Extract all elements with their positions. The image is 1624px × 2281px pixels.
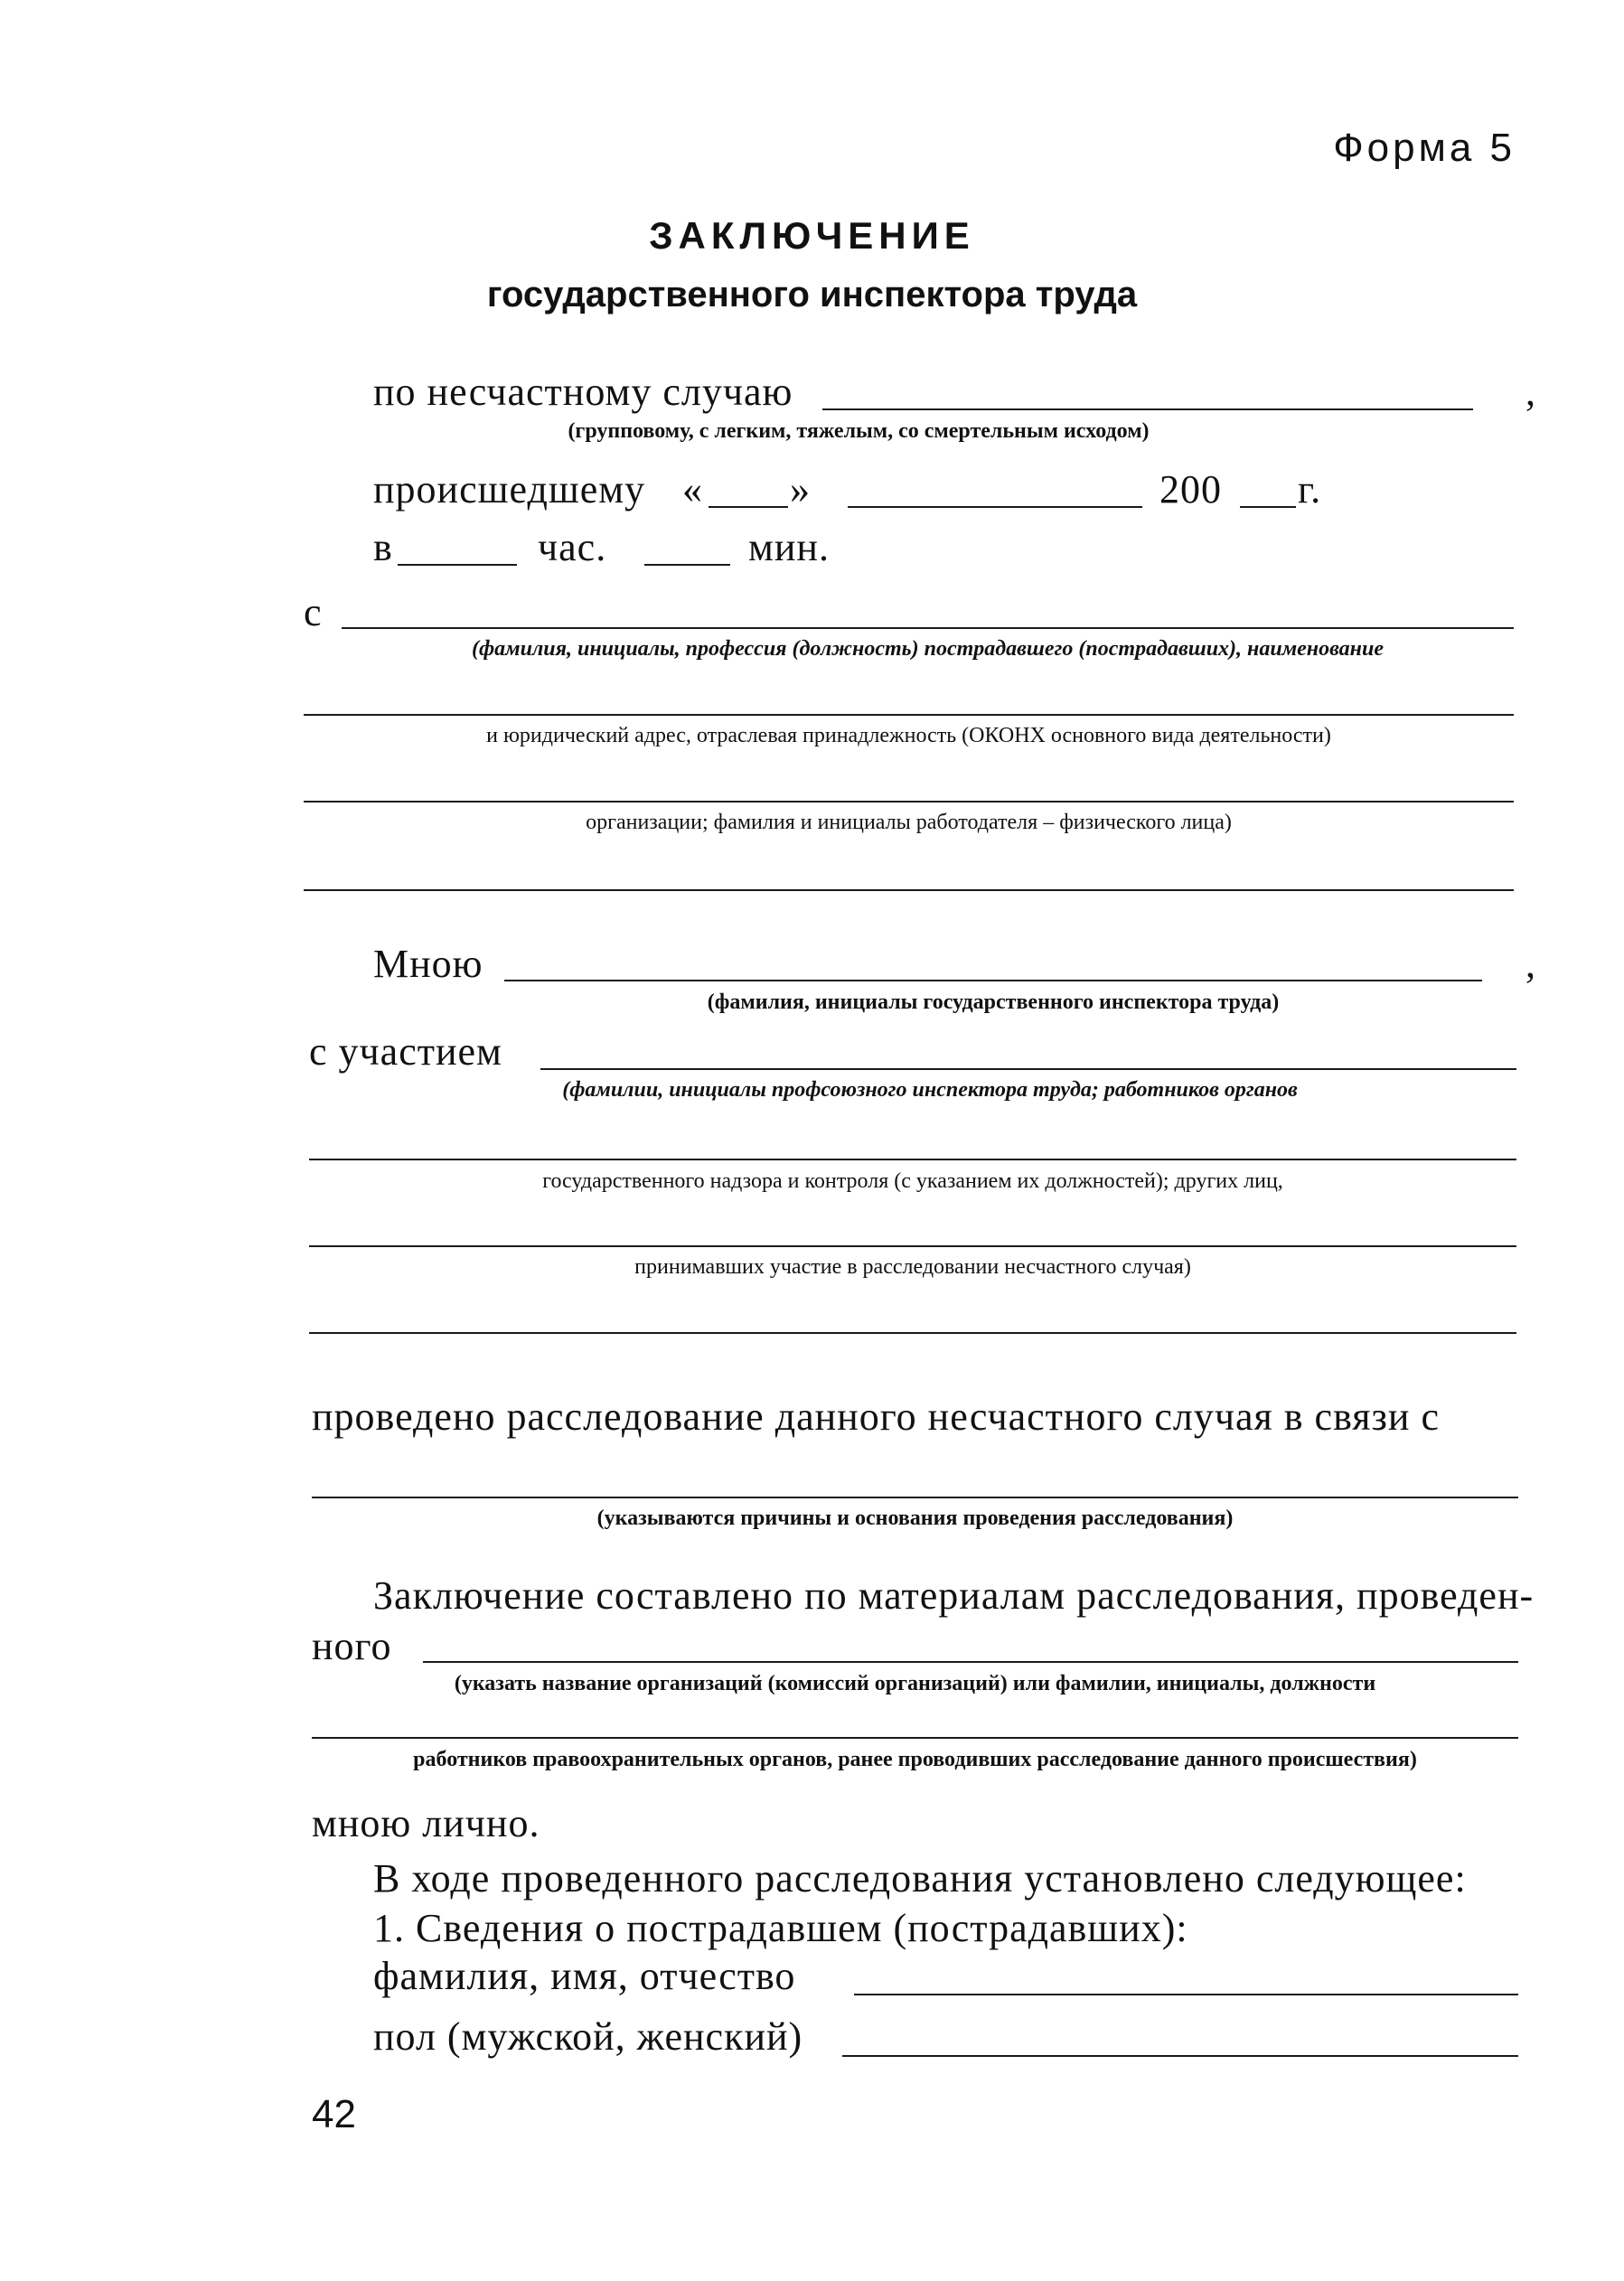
participants-field-2[interactable] [309, 1159, 1516, 1160]
date-label: происшедшему [373, 467, 646, 512]
victim-field-4[interactable] [304, 889, 1514, 891]
participants-caption-3: принимавших участие в расследовании несчастного случая) [634, 1255, 1191, 1279]
investigation-field[interactable] [312, 1497, 1518, 1498]
victim-field-1[interactable] [342, 627, 1514, 629]
open-quote: « [682, 467, 703, 512]
conclusion-field-1[interactable] [423, 1661, 1518, 1663]
victim-caption-3: организации; фамилия и инициалы работодателя – физического лица) [586, 811, 1232, 834]
victim-caption-2: и юридический адрес, отраслевая принадлежность (ОКОНХ основного вида деятельности) [486, 724, 1331, 747]
inspector-label: Мною [373, 942, 483, 986]
victim-caption-1: (фамилия, инициалы, профессия (должность) пострадавшего (пострадавших), наименование [471, 637, 1385, 661]
document-title: ЗАКЛЮЧЕНИЕ [649, 214, 975, 257]
personally-text: мною лично. [312, 1801, 540, 1845]
conclusion-text-2: ного [312, 1624, 392, 1668]
year-suffix: г. [1298, 467, 1322, 512]
investigation-caption: (указываются причины и основания проведения расследования) [596, 1507, 1234, 1530]
form-label: Форма 5 [1333, 126, 1516, 170]
hours-field[interactable] [398, 564, 517, 566]
minutes-label: мин. [748, 525, 830, 569]
document-subtitle: государственного инспектора труда [486, 275, 1138, 314]
conclusion-text-1: Заключение составлено по материалам расследования, проведен- [373, 1573, 1535, 1618]
inspector-field[interactable] [504, 980, 1482, 981]
participants-field-4[interactable] [309, 1332, 1516, 1334]
full-name-label: фамилия, имя, отчество [373, 1954, 796, 1998]
accident-label: по несчастному случаю [373, 370, 793, 414]
close-quote: » [790, 467, 811, 512]
conclusion-caption-2: работников правоохранительных органов, ранее проводивших расследование данного происшествия) [413, 1748, 1417, 1771]
victim-field-3[interactable] [304, 801, 1514, 803]
page-number: 42 [312, 2092, 356, 2136]
month-field[interactable] [848, 506, 1142, 508]
conclusion-field-2[interactable] [312, 1737, 1518, 1739]
year-field[interactable] [1240, 506, 1296, 508]
day-field[interactable] [709, 506, 788, 508]
participants-field-1[interactable] [540, 1068, 1516, 1070]
inspector-comma: , [1525, 942, 1536, 986]
full-name-field[interactable] [854, 1994, 1518, 1995]
victim-label: с [304, 590, 323, 634]
sex-label: пол (мужской, женский) [373, 2014, 803, 2059]
investigation-text: проведено расследование данного несчастного случая в связи с [312, 1394, 1440, 1439]
accident-comma: , [1525, 370, 1536, 414]
participants-field-3[interactable] [309, 1245, 1516, 1247]
hours-label: час. [538, 525, 607, 569]
participants-caption-1: (фамилии, инициалы профсоюзного инспектора труда; работников органов [562, 1078, 1298, 1102]
sex-field[interactable] [842, 2055, 1518, 2057]
minutes-field[interactable] [644, 564, 730, 566]
accident-type-caption: (групповому, с легким, тяжелым, со смертельным исходом) [568, 419, 1150, 443]
findings-intro: В ходе проведенного расследования установлено следующее: [373, 1856, 1467, 1901]
accident-type-field[interactable] [822, 408, 1473, 410]
section-1-heading: 1. Сведения о пострадавшем (пострадавших): [373, 1906, 1188, 1950]
participants-label: с участием [309, 1029, 502, 1074]
year-prefix: 200 [1159, 467, 1222, 512]
participants-caption-2: государственного надзора и контроля (с указанием их должностей); других лиц, [542, 1169, 1283, 1193]
conclusion-caption-1: (указать название организаций (комиссий организаций) или фамилии, инициалы, должности [454, 1672, 1376, 1695]
inspector-caption: (фамилия, инициалы государственного инспектора труда) [707, 990, 1280, 1014]
time-at-label: в [373, 525, 393, 569]
victim-field-2[interactable] [304, 714, 1514, 716]
